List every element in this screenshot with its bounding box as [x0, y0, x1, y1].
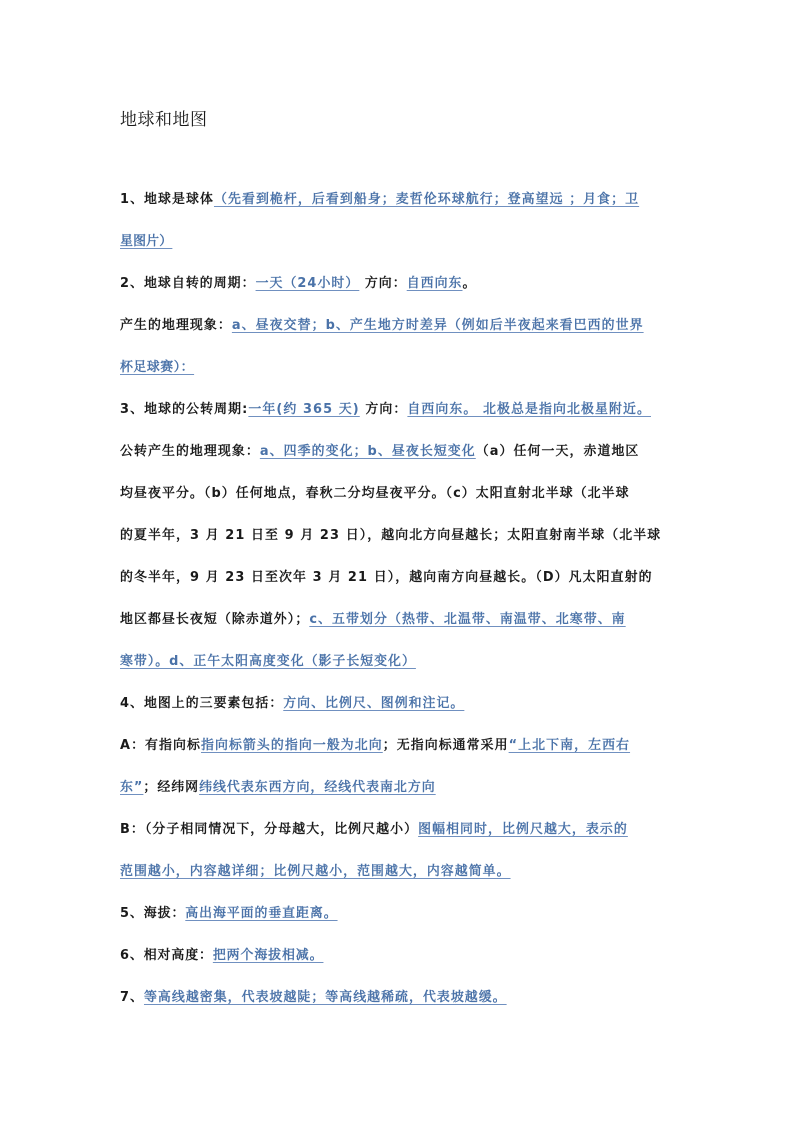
highlighted-answer-text: 星图片） — [120, 234, 173, 249]
body-text: ；经纬网 — [143, 780, 200, 795]
body-text: 方向： — [359, 402, 408, 417]
text-line — [120, 652, 680, 672]
highlighted-answer-text: 图幅相同时，比例尺越大，表示的 — [418, 822, 628, 837]
highlighted-answer-text: 方向、比例尺、图例和注记。 — [283, 696, 465, 711]
body-text: 方向： — [359, 276, 407, 291]
body-text: ；无指向标通常采用 — [382, 738, 509, 753]
highlighted-answer-text: 高出海平面的垂直距离。 — [185, 906, 338, 921]
text-line — [120, 274, 680, 294]
highlighted-answer-text: 把两个海拔相减。 — [212, 948, 324, 963]
body-text: 4、地图上的三要素包括： — [120, 696, 284, 711]
highlighted-answer-text: 指向标箭头的指向一般为北向 — [200, 738, 383, 753]
highlighted-answer-text: 一年(约 365 天) — [248, 402, 360, 417]
body-text: 的冬半年，9 月 23 日至次年 3 月 21 日），越向南方向昼越长。（D）凡太阳直射的 — [120, 570, 653, 585]
text-line — [120, 610, 680, 630]
text-line — [120, 358, 680, 378]
text-line — [120, 736, 680, 756]
highlighted-answer-text: 东” — [120, 780, 144, 795]
highlighted-answer-text: 一天（24小时） — [255, 276, 360, 291]
body-text: 均昼夜平分。（b）任何地点，春秋二分均昼夜平分。（c）太阳直射北半球（北半球 — [120, 486, 630, 501]
highlighted-answer-text: 纬线代表东西方向，经线代表南北方向 — [199, 780, 436, 795]
text-line — [120, 988, 680, 1008]
highlighted-answer-text: 自西向东。 北极总是指向北极星附近。 — [407, 402, 651, 417]
text-line — [120, 316, 680, 336]
text-line — [120, 946, 680, 966]
highlighted-answer-text: a、昼夜交替；b、产生地方时差异（例如后半夜起来看巴西的世界 — [231, 318, 644, 333]
body-text: 7、 — [120, 990, 144, 1005]
highlighted-answer-text: 寒带）。d、正午太阳高度变化（影子长短变化） — [120, 654, 416, 669]
body-text: A：有指向标 — [120, 738, 201, 753]
text-line — [120, 862, 680, 882]
document-title: 地球和地图 — [120, 110, 208, 130]
body-text: 2、地球自转的周期： — [120, 276, 256, 291]
body-text: 3、地球的公转周期: — [120, 402, 249, 417]
highlighted-answer-text: 自西向东 — [406, 276, 463, 291]
text-line — [120, 820, 680, 840]
text-line — [120, 526, 680, 546]
body-text: （a）任何一天，赤道地区 — [475, 444, 640, 459]
text-line — [120, 568, 680, 588]
text-line — [120, 232, 680, 252]
highlighted-answer-text: “上北下南，左西右 — [508, 738, 631, 753]
body-text: 的夏半年，3 月 21 日至 9 月 23 日），越向北方向昼越长；太阳直射南半球（北半球 — [120, 528, 662, 543]
body-text: 地区都昼长夜短（除赤道外）； — [120, 612, 310, 627]
highlighted-answer-text: 等高线越密集，代表坡越陡；等高线越稀疏，代表坡越缓。 — [143, 990, 507, 1005]
body-text: 1、地球是球体 — [120, 192, 214, 207]
body-text: 6、相对高度： — [120, 948, 213, 963]
highlighted-answer-text: （先看到桅杆，后看到船身；麦哲伦环球航行；登高望远 ；月食；卫 — [213, 192, 640, 207]
body-text: 。 — [462, 276, 477, 291]
text-line — [120, 778, 680, 798]
highlighted-answer-text: 杯足球赛）： — [120, 360, 195, 375]
highlighted-answer-text: a、四季的变化；b、昼夜长短变化 — [259, 444, 476, 459]
body-text: 5、海拔： — [120, 906, 186, 921]
body-text: B：（分子相同情况下，分母越大，比例尺越小） — [120, 822, 419, 837]
text-line — [120, 694, 680, 714]
body-text: 产生的地理现象： — [120, 318, 232, 333]
text-line — [120, 400, 680, 420]
text-line — [120, 190, 680, 210]
body-text: 公转产生的地理现象： — [120, 444, 260, 459]
highlighted-answer-text: c、五带划分（热带、北温带、南温带、北寒带、南 — [309, 612, 626, 627]
text-line — [120, 484, 680, 504]
highlighted-answer-text: 范围越小，内容越详细；比例尺越小，范围越大，内容越简单。 — [120, 864, 511, 879]
text-line — [120, 442, 680, 462]
text-line — [120, 904, 680, 924]
